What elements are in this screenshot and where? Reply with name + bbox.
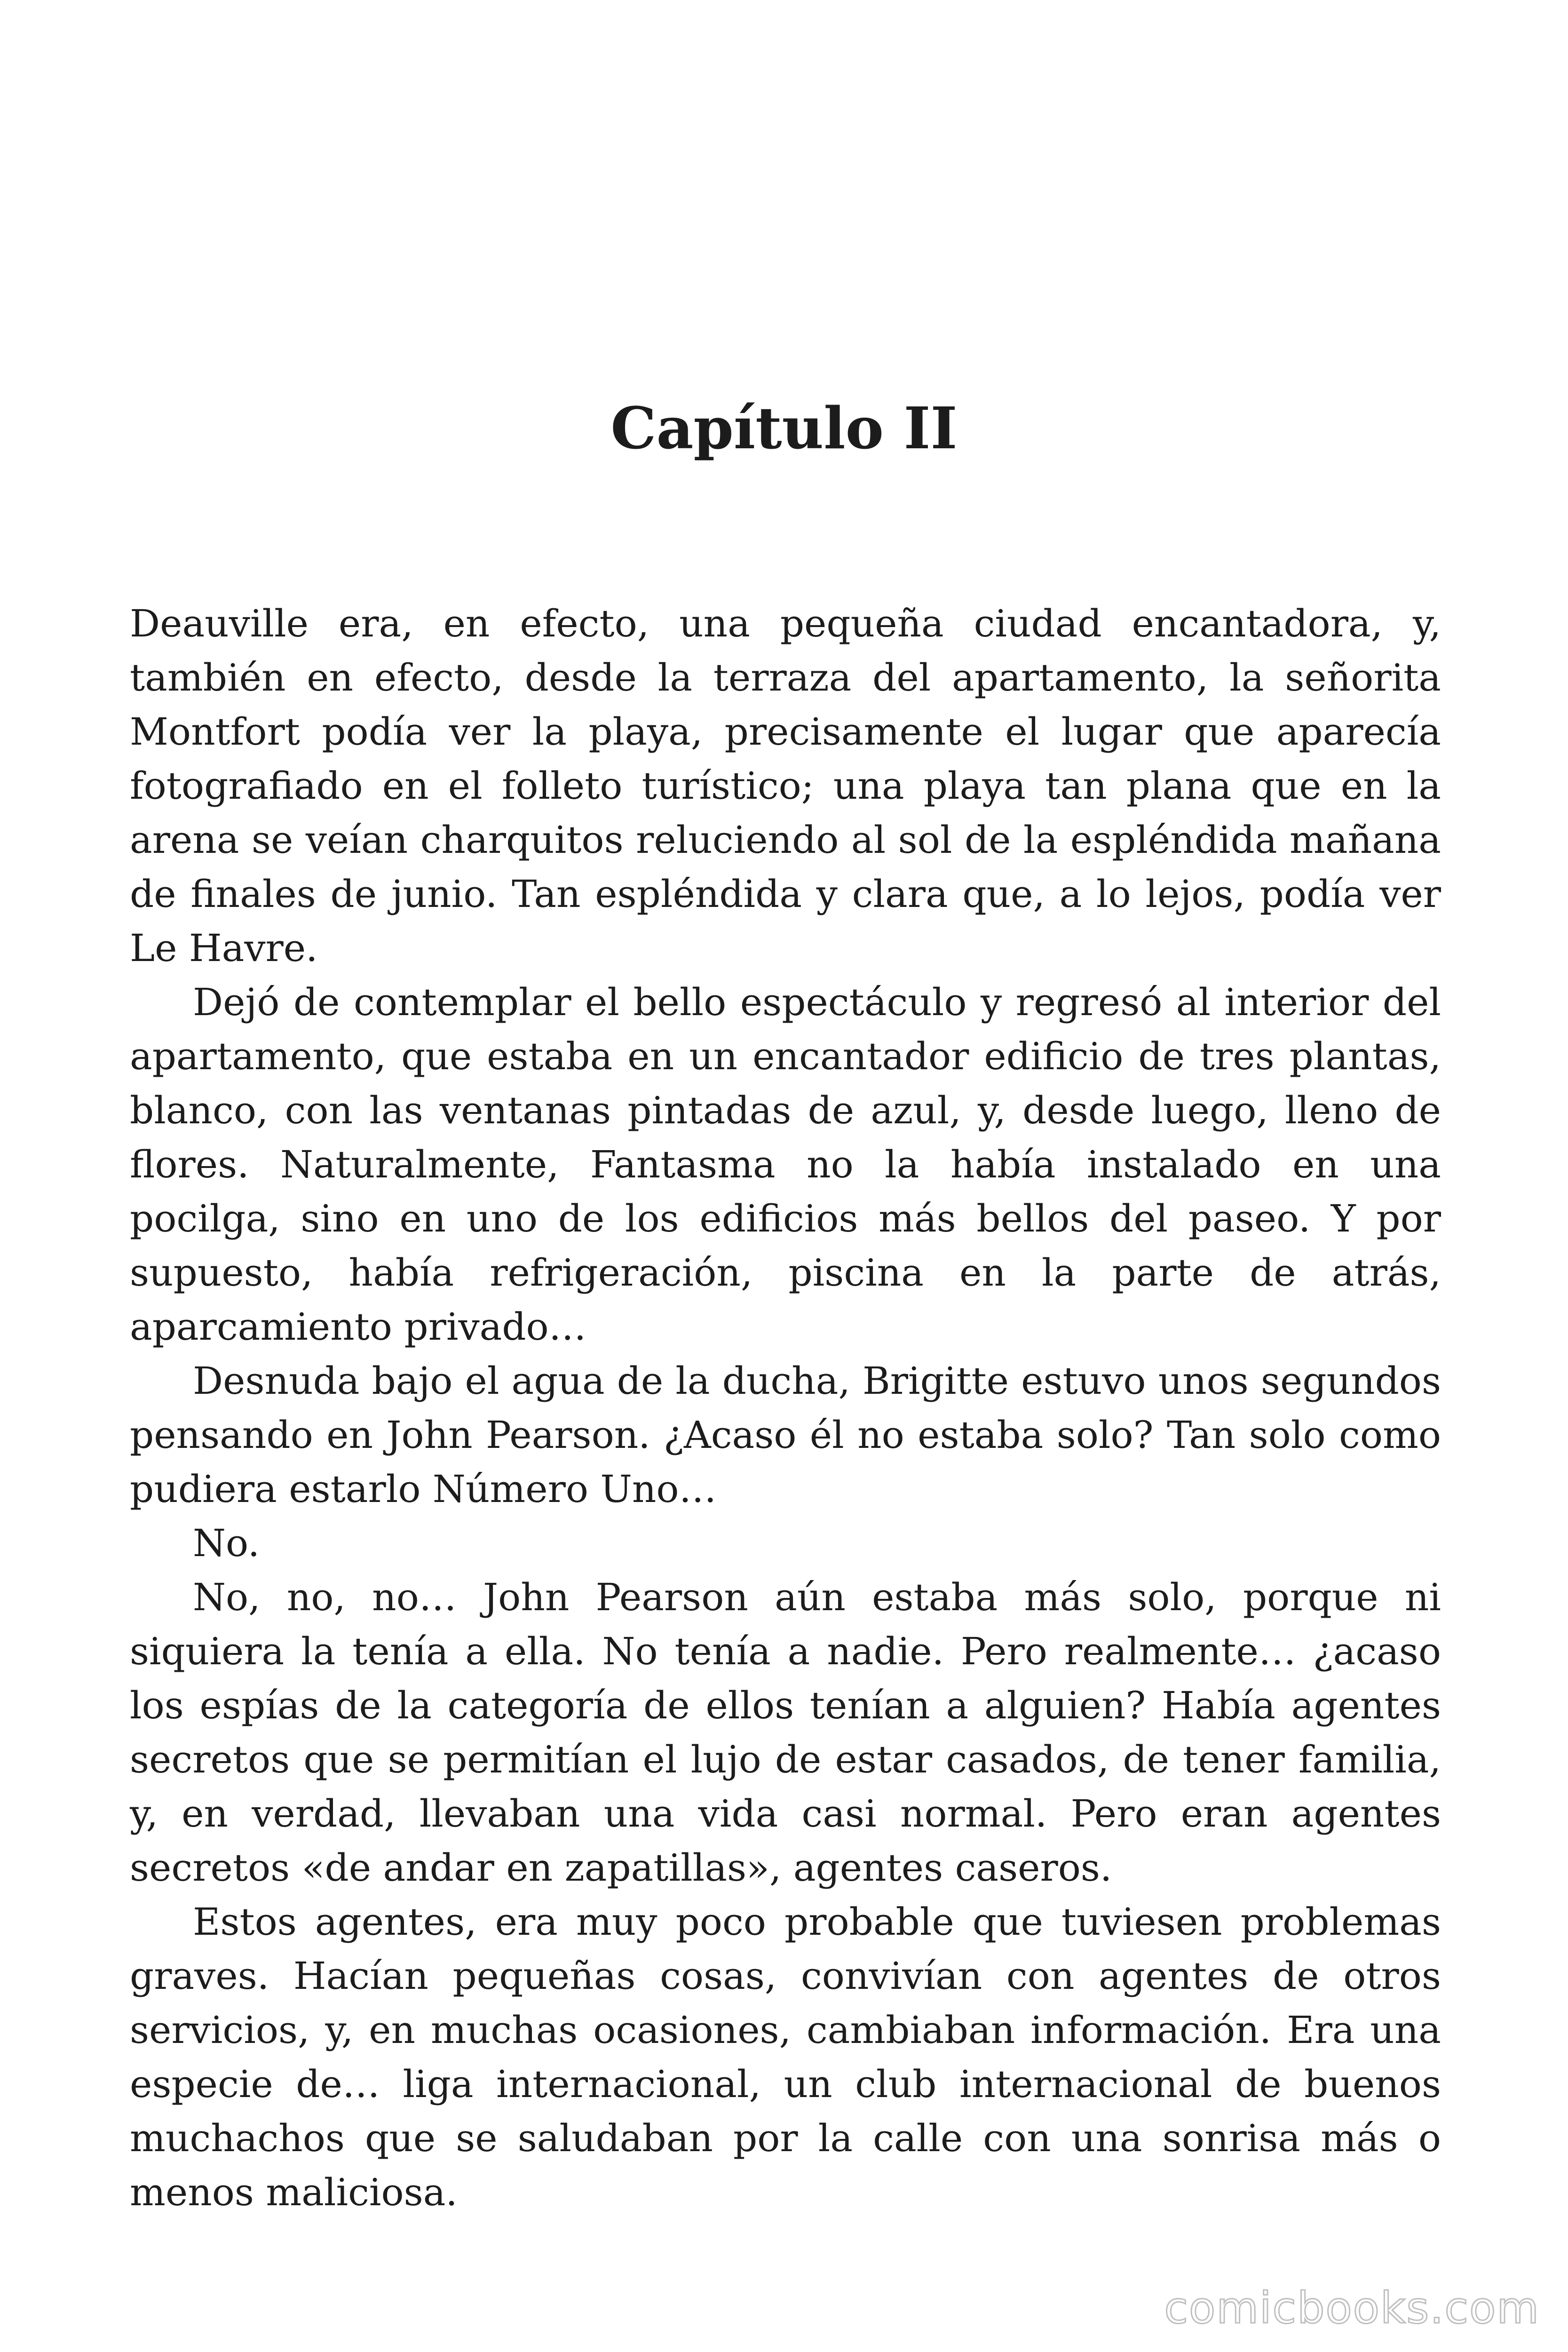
- paragraph: No, no, no… John Pearson aún estaba más solo, porque ni siquiera la tenía a ella. No tenía a nadie. Pero realmente… ¿acaso los espías de la categoría de ellos tenían a alguien? Había agentes secretos que se permitían el lujo de estar casados, de tener familia, y, en verdad, llevaban una vida casi normal. Pero eran agentes secretos «de andar en zapatillas», agentes caseros.: [130, 1575, 1441, 1890]
- paragraph: No.: [193, 1521, 260, 1565]
- watermark: comicbooks.com: [1164, 2283, 1540, 2333]
- paragraph: Dejó de contemplar el bello espectáculo y regresó al interior del apartamento, que estaba en un encantador edificio de tres plantas, blanco, con las ventanas pintadas de azul, y, desde luego, lleno de flores. Naturalmente, Fantasma no la había instalado en una pocilga, sino en uno de los edificios más bellos del paseo. Y por supuesto, había refrigeración, piscina en la parte de atrás, aparcamiento privado…: [130, 980, 1441, 1349]
- paragraph: Desnuda bajo el agua de la ducha, Brigitte estuvo unos segundos pensando en John Pearson. ¿Acaso él no estaba solo? Tan solo como pudiera estarlo Número Uno…: [130, 1359, 1441, 1511]
- chapter-body: [130, 596, 1441, 2219]
- paragraph: Estos agentes, era muy poco probable que tuviesen problemas graves. Hacían pequeñas cosas, convivían con agentes de otros servicios, y, en muchas ocasiones, cambiaban información. Era una especie de… liga internacional, un club internacional de buenos muchachos que se saludaban por la calle con una sonrisa más o menos maliciosa.: [130, 1900, 1441, 2214]
- chapter-title: Capítulo II: [610, 394, 958, 462]
- paragraph: Deauville era, en efecto, una pequeña ciudad encantadora, y, también en efecto, desde la terraza del apartamento, la señorita Montfort podía ver la playa, precisamente el lugar que aparecía fotografiado en el folleto turístico; una playa tan plana que en la arena se veían charquitos reluciendo al sol de la espléndida mañana de finales de junio. Tan espléndida y clara que, a lo lejos, podía ver Le Havre.: [130, 602, 1441, 970]
